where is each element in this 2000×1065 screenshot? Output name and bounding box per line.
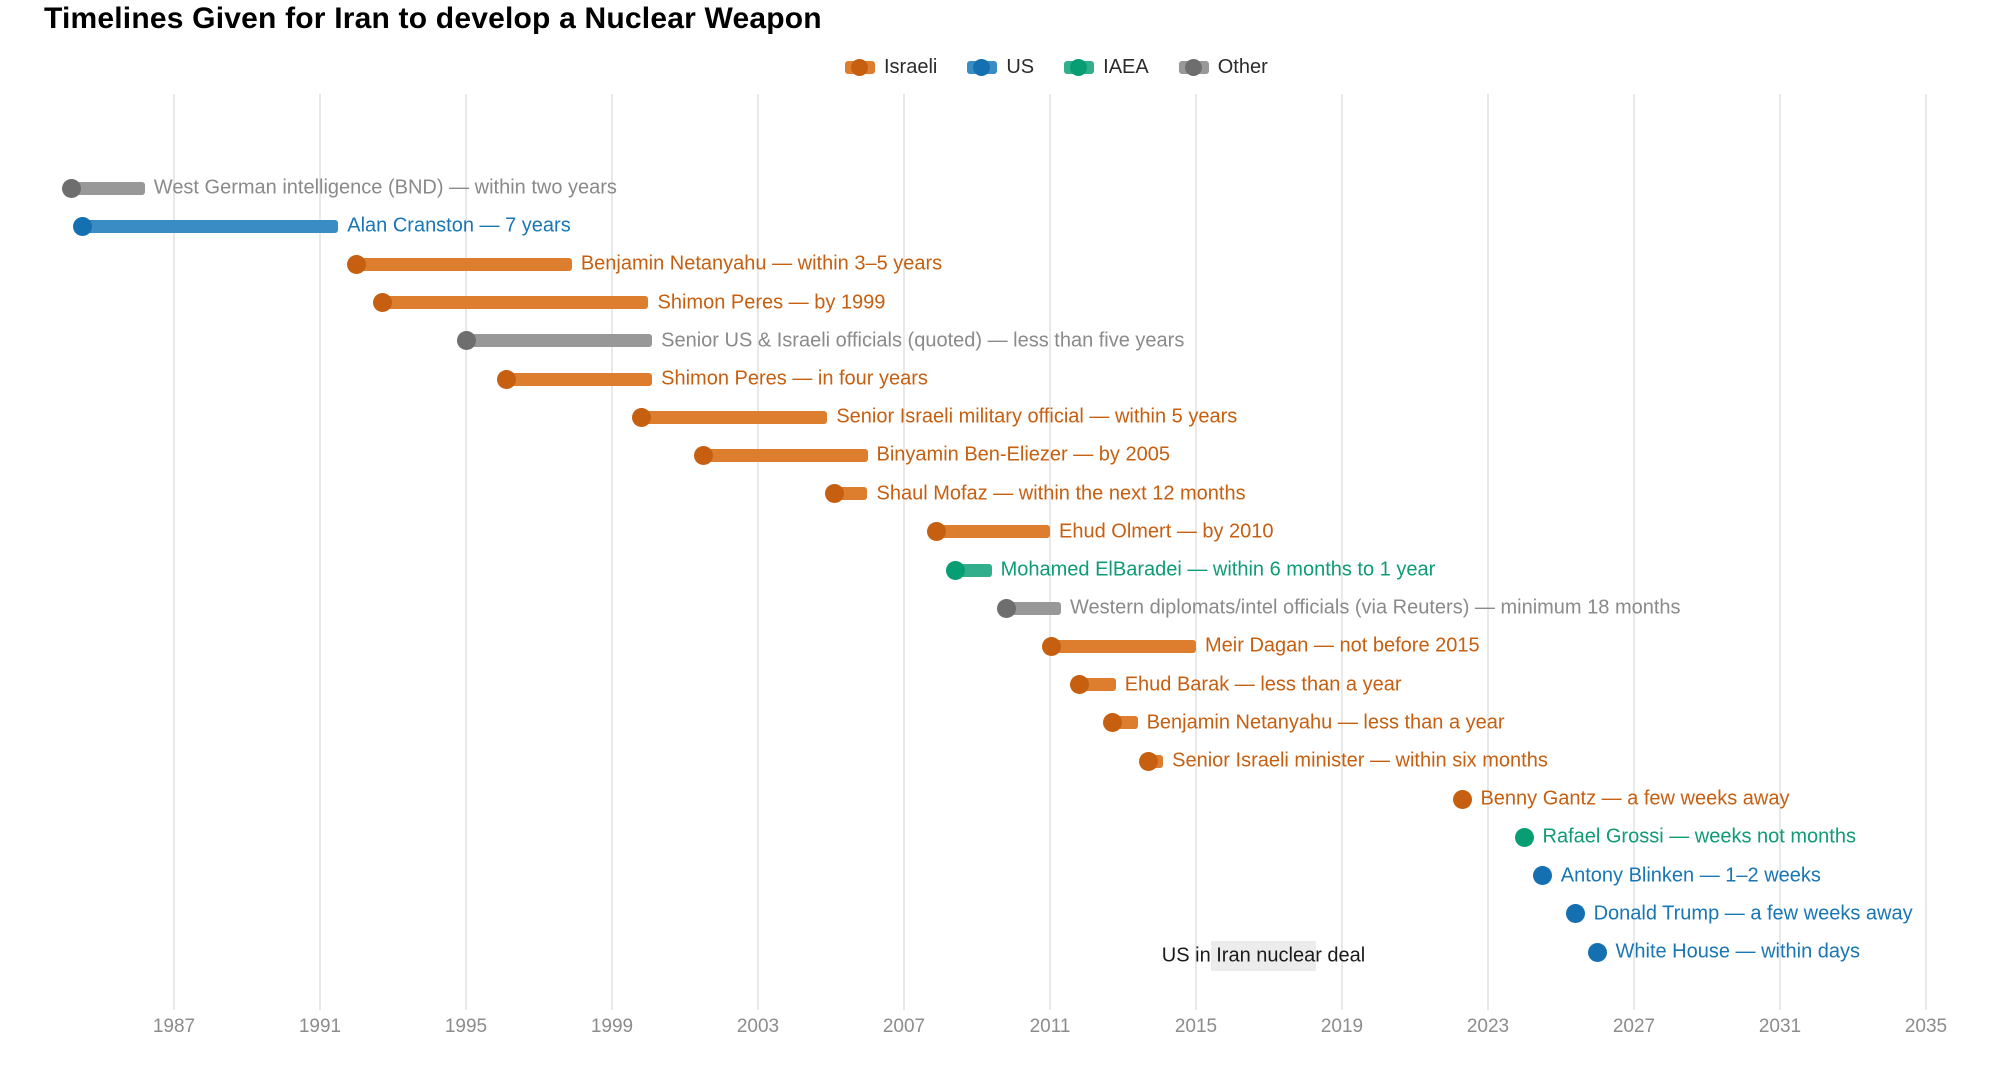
timeline-label: Mohamed ElBaradei — within 6 months to 1 year xyxy=(1000,558,1436,581)
x-tick-2027: 2027 xyxy=(1612,1016,1656,1037)
gridline-2035 xyxy=(1925,94,1927,1010)
x-tick-1999: 1999 xyxy=(590,1016,634,1037)
timeline-label: Donald Trump — a few weeks away xyxy=(1593,902,1913,925)
x-tick-2035: 2035 xyxy=(1904,1016,1948,1037)
legend xyxy=(845,56,1268,79)
x-tick-1995: 1995 xyxy=(444,1016,488,1037)
legend-item-israeli[interactable] xyxy=(845,56,937,79)
timeline-label: Binyamin Ben-Eliezer — by 2005 xyxy=(876,443,1170,466)
timeline-dot xyxy=(1070,675,1089,694)
timeline-bar xyxy=(506,373,652,386)
timeline-bar xyxy=(937,525,1050,538)
legend-swatch-iaea xyxy=(1064,61,1094,74)
iaea-legend-dot-icon xyxy=(1070,59,1087,76)
timeline-dot xyxy=(1139,752,1158,771)
legend-label-us: US xyxy=(1006,56,1035,78)
timeline-dot xyxy=(1566,904,1585,923)
timeline-bar xyxy=(83,220,339,233)
x-tick-2007: 2007 xyxy=(882,1016,926,1037)
israeli-legend-dot-icon xyxy=(851,59,868,76)
timeline-dot xyxy=(632,408,651,427)
timeline-dot xyxy=(1453,790,1472,809)
legend-item-iaea[interactable] xyxy=(1064,56,1149,79)
legend-swatch-other xyxy=(1179,61,1209,74)
gridline-2007 xyxy=(903,94,905,1010)
chart-title: Timelines Given for Iran to develop a Nuclear Weapon xyxy=(44,2,822,35)
gridline-2019 xyxy=(1341,94,1343,1010)
timeline-dot xyxy=(997,599,1016,618)
timeline-dot xyxy=(927,522,946,541)
timeline-label: Ehud Barak — less than a year xyxy=(1124,673,1402,696)
legend-swatch-israeli xyxy=(845,61,875,74)
timeline-bar xyxy=(703,449,867,462)
x-tick-2011: 2011 xyxy=(1029,1016,1071,1037)
x-tick-2019: 2019 xyxy=(1320,1016,1364,1037)
timeline-dot xyxy=(825,484,844,503)
legend-item-us[interactable] xyxy=(967,56,1034,79)
timeline-label: Ehud Olmert — by 2010 xyxy=(1059,520,1274,543)
legend-label-iaea: IAEA xyxy=(1103,56,1149,78)
timeline-label: Shimon Peres — by 1999 xyxy=(657,291,886,314)
timeline-label: West German intelligence (BND) — within two years xyxy=(153,176,617,199)
timeline-label: Antony Blinken — 1–2 weeks xyxy=(1560,864,1821,887)
timeline-dot xyxy=(946,561,965,580)
timeline-dot xyxy=(73,217,92,236)
timeline-bar xyxy=(382,296,648,309)
timeline-dot xyxy=(1042,637,1061,656)
timeline-label: Senior Israeli minister — within six months xyxy=(1172,749,1548,772)
timeline-bar xyxy=(72,182,145,195)
timeline-label: Shaul Mofaz — within the next 12 months xyxy=(876,482,1246,505)
timeline-bar xyxy=(466,334,652,347)
x-tick-1991: 1991 xyxy=(298,1016,342,1037)
gridline-2023 xyxy=(1487,94,1489,1010)
timeline-dot xyxy=(457,331,476,350)
timeline-bar xyxy=(357,258,572,271)
other-legend-dot-icon xyxy=(1185,59,1202,76)
timeline-dot xyxy=(1533,866,1552,885)
timeline-dot xyxy=(1103,713,1122,732)
timeline-label: Meir Dagan — not before 2015 xyxy=(1205,634,1480,657)
timeline-dot xyxy=(497,370,516,389)
timeline-label: Rafael Grossi — weeks not months xyxy=(1542,825,1856,848)
x-tick-1987: 1987 xyxy=(152,1016,196,1037)
timeline-label: Senior Israeli military official — within 5 years xyxy=(836,405,1238,428)
legend-swatch-us xyxy=(967,61,997,74)
legend-item-other[interactable] xyxy=(1179,56,1268,79)
legend-label-other: Other xyxy=(1217,56,1268,78)
timeline-dot xyxy=(694,446,713,465)
timeline-dot xyxy=(62,179,81,198)
gridline-2003 xyxy=(757,94,759,1010)
gridline-2015 xyxy=(1195,94,1197,1010)
us-legend-dot-icon xyxy=(973,59,990,76)
timeline-dot xyxy=(1515,828,1534,847)
timeline-label: Senior US & Israeli officials (quoted) — less than five years xyxy=(661,329,1185,352)
timeline-label: Benny Gantz — a few weeks away xyxy=(1480,787,1790,810)
x-tick-2031: 2031 xyxy=(1758,1016,1802,1037)
timeline-dot xyxy=(347,255,366,274)
gridline-2011 xyxy=(1049,94,1051,1010)
x-tick-2003: 2003 xyxy=(736,1016,780,1037)
timeline-label: Benjamin Netanyahu — less than a year xyxy=(1146,711,1505,734)
gridline-1999 xyxy=(611,94,613,1010)
x-tick-2015: 2015 xyxy=(1174,1016,1218,1037)
timeline-bar xyxy=(1052,640,1196,653)
timeline-label: White House — within days xyxy=(1615,940,1861,963)
legend-label-israeli: Israeli xyxy=(884,56,938,78)
timeline-label: Alan Cranston — 7 years xyxy=(347,214,571,237)
x-tick-2023: 2023 xyxy=(1466,1016,1510,1037)
timeline-bar xyxy=(641,411,827,424)
timeline-label: Western diplomats/intel officials (via Reuters) — minimum 18 months xyxy=(1069,596,1681,619)
timeline-label: Benjamin Netanyahu — within 3–5 years xyxy=(580,252,943,275)
nuclear-deal-label: US in Iran nuclear deal xyxy=(1161,944,1366,967)
timeline-label: Shimon Peres — in four years xyxy=(661,367,928,390)
timeline-dot xyxy=(373,293,392,312)
timeline-dot xyxy=(1588,943,1607,962)
